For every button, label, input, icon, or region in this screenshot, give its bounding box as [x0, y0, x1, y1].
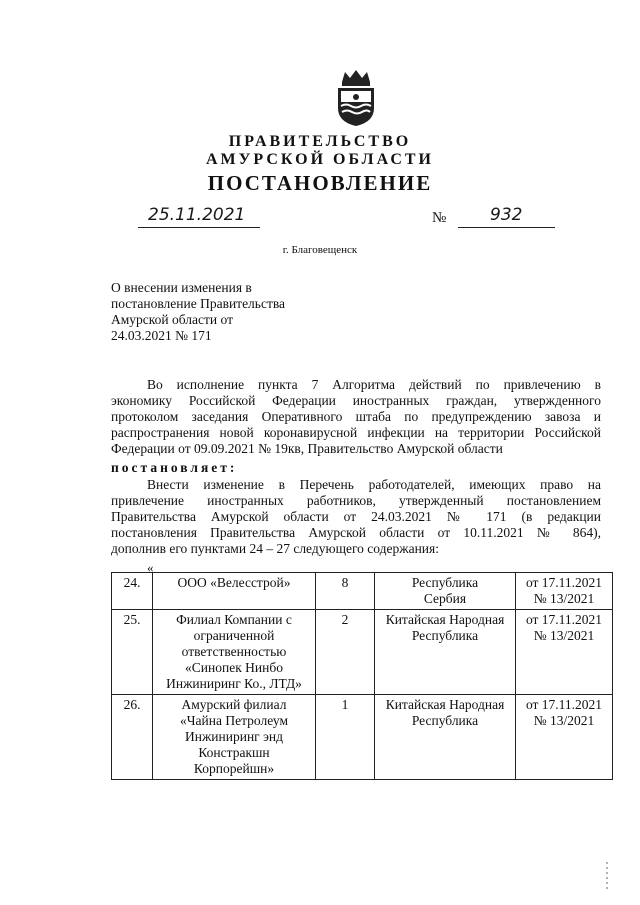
employer-cell: [153, 573, 316, 610]
body-line: Правительства Амурской области от 24.03.2021 № 171 (в редакции: [111, 509, 601, 524]
preamble-paragraph: [111, 377, 601, 457]
country-line: Республика: [411, 713, 479, 728]
country-line: Китайская Народная: [385, 697, 505, 712]
row-number-cell: 24.: [112, 573, 153, 610]
preamble-line: протоколом заседания Оперативного штаба по предупреждению завоза и: [111, 409, 601, 424]
number-label: №: [432, 210, 447, 226]
government-title: ПРАВИТЕЛЬСТВО: [228, 133, 412, 150]
row-number-cell: 25.: [112, 610, 153, 695]
subject-block: [111, 280, 285, 344]
employer-line: Корпорейшн»: [193, 761, 275, 776]
country-line: Сербия: [423, 591, 467, 606]
employer-line: «Чайна Петролеум: [180, 713, 288, 728]
date-field: [138, 207, 260, 228]
decision-line: от 17.11.2021: [525, 697, 603, 712]
preamble-line: распространения новой коронавирусной инфекции на территории Российской: [111, 425, 601, 440]
employer-line: ответственностью: [181, 644, 287, 659]
opening-quote: «: [147, 560, 154, 575]
country-line: Республика: [411, 575, 479, 590]
city-name: г. Благовещенск: [282, 244, 358, 256]
employer-line: ООО «Велесстрой»: [177, 575, 291, 590]
body-line: дополнив его пунктами 24 – 27 следующего содержания:: [111, 541, 439, 556]
employer-line: «Синопек Нинбо: [185, 660, 283, 675]
coat-of-arms-emblem: [330, 68, 382, 128]
handwritten-date: 25.11.2021: [148, 205, 246, 225]
count-cell: 1: [316, 695, 375, 780]
row-number-cell: 26.: [112, 695, 153, 780]
employer-line: Инжиниринг энд: [185, 729, 283, 744]
country-cell: [375, 573, 516, 610]
decision-line: от 17.11.2021: [525, 575, 603, 590]
body-line: постановления Правительства Амурской области от 10.11.2021 № 864),: [111, 525, 601, 540]
employer-cell: [153, 610, 316, 695]
body-line: привлечение иностранных работников, утвержденный постановлением: [111, 493, 601, 508]
subject-line: 24.03.2021 № 171: [111, 328, 212, 343]
scan-margin-mark: [604, 862, 610, 892]
preamble-line: Федерации от 09.09.2021 № 19кв, Правительство Амурской области: [111, 441, 503, 456]
table-row: [112, 610, 613, 695]
decision-cell: [516, 695, 613, 780]
subject-line: О внесении изменения в: [111, 280, 252, 295]
employer-line: Констракшн: [198, 745, 270, 760]
handwritten-number: 932: [490, 205, 523, 225]
number-field: [458, 207, 555, 228]
decision-line: № 13/2021: [533, 713, 595, 728]
count-cell: 2: [316, 610, 375, 695]
country-cell: [375, 695, 516, 780]
table-row: [112, 695, 613, 780]
country-line: Китайская Народная: [385, 612, 505, 627]
table-row: [112, 573, 613, 610]
preamble-line: Во исполнение пункта 7 Алгоритма действий по привлечению в: [147, 377, 601, 392]
employer-line: Филиал Компании с: [176, 612, 292, 627]
decision-line: № 13/2021: [533, 591, 595, 606]
employer-line: Инжиниринг Ко., ЛТД»: [166, 676, 302, 691]
employers-table: [111, 572, 613, 780]
decree-word: постановляет:: [111, 460, 238, 475]
count-cell: 8: [316, 573, 375, 610]
document-type-title: ПОСТАНОВЛЕНИЕ: [207, 171, 433, 195]
employer-cell: [153, 695, 316, 780]
country-line: Республика: [411, 628, 479, 643]
decision-line: № 13/2021: [533, 628, 595, 643]
decision-cell: [516, 610, 613, 695]
employer-line: Амурский филиал: [181, 697, 287, 712]
body-line: Внести изменение в Перечень работодателей, имеющих право на: [147, 477, 601, 492]
country-cell: [375, 610, 516, 695]
subject-line: постановление Правительства: [111, 296, 286, 311]
decision-line: от 17.11.2021: [525, 612, 603, 627]
subject-line: Амурской области от: [111, 312, 233, 327]
region-title: АМУРСКОЙ ОБЛАСТИ: [206, 151, 434, 168]
preamble-line: экономику Российской Федерации иностранных граждан, утвержденного: [111, 393, 601, 408]
employer-line: ограниченной: [193, 628, 275, 643]
decision-cell: [516, 573, 613, 610]
body-paragraph: [111, 477, 601, 557]
